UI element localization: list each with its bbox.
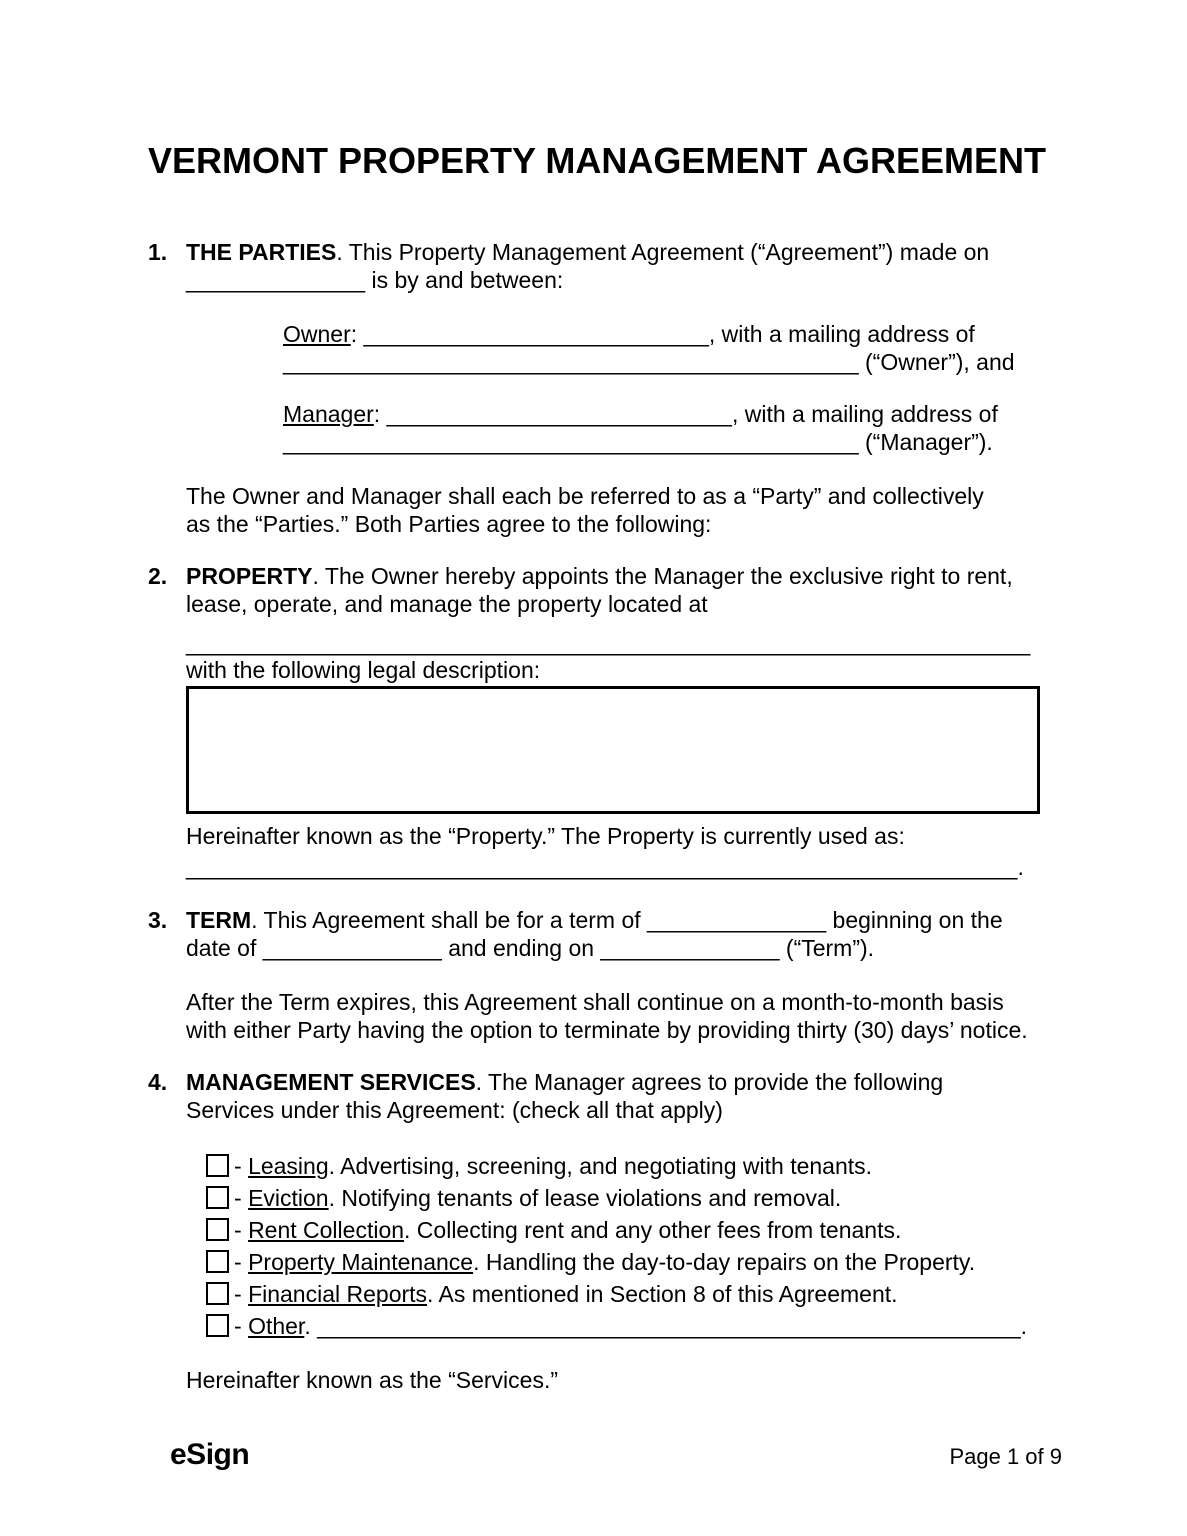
service-item-property-maintenance <box>206 1246 1040 1278</box>
service-label: Property Maintenance <box>248 1249 474 1275</box>
owner-line2 <box>283 348 1040 376</box>
document-content <box>148 0 1047 1394</box>
agreement-date-blank: ______________ <box>186 267 366 293</box>
term-end-date-blank: ______________ <box>600 935 780 961</box>
other-service-blank: _______________________________________________________ <box>317 1313 1021 1339</box>
manager-address-blank: _____________________________________________ <box>283 429 859 455</box>
service-label: Leasing <box>248 1153 329 1179</box>
term-seg5: (“Term”). <box>779 935 875 961</box>
term-seg3: date of <box>186 935 263 961</box>
property-line2: lease, operate, and manage the property located at <box>186 591 708 617</box>
dash: - <box>234 1185 249 1211</box>
manager-block <box>283 400 1040 456</box>
used-as-blank: _________________________________________________________________ <box>186 854 1018 880</box>
term-line1 <box>186 906 1040 934</box>
service-desc: . Collecting rent and any other fees from tenants. <box>404 1217 902 1243</box>
page-number: Page 1 of 9 <box>949 1444 1062 1469</box>
service-item-eviction <box>206 1182 1040 1214</box>
manager-label: Manager <box>283 401 374 427</box>
section-number: 3. <box>148 907 168 933</box>
term-seg2: beginning on the <box>826 907 1003 933</box>
parties-collective-note <box>186 482 1040 538</box>
section-heading: TERM <box>186 907 252 933</box>
service-label: Other <box>248 1313 305 1339</box>
services-hereinafter: Hereinafter known as the “Services.” <box>186 1367 558 1393</box>
manager-line2 <box>283 428 1040 456</box>
service-label: Financial Reports <box>248 1281 428 1307</box>
section-number: 2. <box>148 563 168 589</box>
owner-name-blank: ___________________________ <box>363 321 709 347</box>
service-desc: . As mentioned in Section 8 of this Agreement. <box>427 1281 898 1307</box>
parties-intro-line2 <box>186 266 1040 294</box>
dash: - <box>234 1217 249 1243</box>
section-the-parties <box>148 238 1040 538</box>
eviction-checkbox[interactable] <box>206 1186 229 1209</box>
manager-name-blank: ___________________________ <box>386 401 732 427</box>
services-checklist <box>206 1150 1040 1342</box>
section-management-services <box>148 1068 1040 1394</box>
section-heading: PROPERTY <box>186 563 313 589</box>
property-address-blank: __________________________________________________________________ <box>186 630 1031 656</box>
collective-line1: The Owner and Manager shall each be referred to as a “Party” and collectively <box>186 483 984 509</box>
property-hereinafter: Hereinafter known as the “Property.” The Property is currently used as: <box>186 823 905 849</box>
section-number: 1. <box>148 239 168 265</box>
owner-label: Owner <box>283 321 351 347</box>
term-start-date-blank: ______________ <box>262 935 442 961</box>
section-property <box>148 562 1040 884</box>
page-title: VERMONT PROPERTY MANAGEMENT AGREEMENT <box>148 140 1047 181</box>
property-maintenance-checkbox[interactable] <box>206 1250 229 1273</box>
manager-colon: : <box>373 401 387 427</box>
service-item-financial-reports <box>206 1278 1040 1310</box>
rent-collection-checkbox[interactable] <box>206 1218 229 1241</box>
dash: - <box>234 1281 249 1307</box>
manager-after-name: , with a mailing address of <box>731 401 998 427</box>
property-used-as-line <box>186 850 1040 884</box>
legal-description-label: with the following legal description: <box>186 657 541 683</box>
property-line1 <box>186 562 1040 590</box>
renewal-line1: After the Term expires, this Agreement shall continue on a month-to-month basis <box>186 989 1004 1015</box>
dash: - <box>234 1153 249 1179</box>
financial-reports-checkbox[interactable] <box>206 1282 229 1305</box>
property-body-rest: . The Owner hereby appoints the Manager the exclusive right to rent, <box>312 563 1013 589</box>
manager-line1 <box>283 400 1040 428</box>
services-line2: Services under this Agreement: (check all that apply) <box>186 1097 723 1123</box>
other-checkbox[interactable] <box>206 1314 229 1337</box>
dash: - <box>234 1249 249 1275</box>
service-label: Eviction <box>248 1185 329 1211</box>
owner-colon: : <box>350 321 364 347</box>
service-label: Rent Collection <box>248 1217 405 1243</box>
section-term <box>148 906 1040 1044</box>
term-renewal-note <box>186 988 1040 1044</box>
other-service-period: . <box>1020 1313 1028 1339</box>
used-as-period: . <box>1017 854 1024 880</box>
esign-logo: eSign <box>170 1438 250 1471</box>
section-heading: MANAGEMENT SERVICES <box>186 1069 476 1095</box>
owner-address-blank: _____________________________________________ <box>283 349 859 375</box>
renewal-line2: with either Party having the option to terminate by providing thirty (30) days’ notice. <box>186 1017 1028 1043</box>
section-heading: THE PARTIES <box>186 239 337 265</box>
leasing-checkbox[interactable] <box>206 1154 229 1177</box>
section-number: 4. <box>148 1069 168 1095</box>
service-desc: . <box>304 1313 318 1339</box>
term-length-blank: ______________ <box>647 907 827 933</box>
service-item-rent-collection <box>206 1214 1040 1246</box>
term-seg4: and ending on <box>441 935 601 961</box>
dash: - <box>234 1313 249 1339</box>
services-line1 <box>186 1068 1040 1096</box>
parties-intro-tail: is by and between: <box>365 267 564 293</box>
services-body-rest: . The Manager agrees to provide the following <box>475 1069 944 1095</box>
collective-line2: as the “Parties.” Both Parties agree to the following: <box>186 511 712 537</box>
term-seg1: . This Agreement shall be for a term of <box>251 907 648 933</box>
parties-intro-rest: . This Property Management Agreement (“Agreement”) made on <box>336 239 990 265</box>
legal-description-box[interactable] <box>186 686 1040 814</box>
page-footer <box>170 1438 1062 1472</box>
service-desc: . Advertising, screening, and negotiating with tenants. <box>328 1153 873 1179</box>
owner-after-address: (“Owner”), and <box>858 349 1015 375</box>
service-item-other <box>206 1310 1040 1342</box>
owner-after-name: , with a mailing address of <box>708 321 975 347</box>
manager-after-address: (“Manager”). <box>858 429 993 455</box>
owner-line1 <box>283 320 1040 348</box>
term-line2 <box>186 934 1040 962</box>
service-desc: . Notifying tenants of lease violations and removal. <box>328 1185 842 1211</box>
service-desc: . Handling the day-to-day repairs on the Property. <box>473 1249 976 1275</box>
owner-block <box>283 320 1040 376</box>
service-item-leasing <box>206 1150 1040 1182</box>
parties-intro-line1 <box>186 238 1040 266</box>
